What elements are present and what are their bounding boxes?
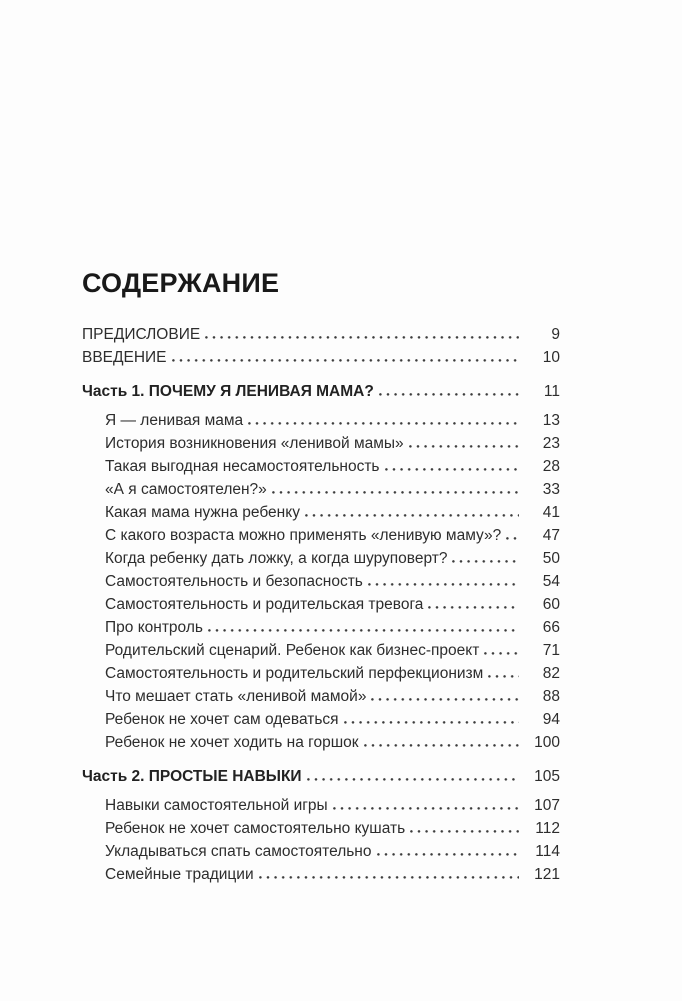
toc-entry-page: 107	[534, 797, 560, 814]
toc-entry-label: Родительский сценарий. Ребенок как бизнес-проект	[105, 642, 480, 659]
dot-leader	[368, 583, 519, 586]
dot-leader	[385, 468, 520, 471]
toc-entry	[82, 501, 560, 524]
toc-entry-page: 23	[542, 435, 560, 452]
toc-entry-page: 112	[535, 820, 560, 837]
page-title: СОДЕРЖАНИЕ	[82, 268, 280, 298]
toc-entry-page: 54	[542, 573, 560, 590]
dot-leader	[364, 744, 519, 747]
dot-leader	[248, 422, 519, 425]
dot-leader	[379, 393, 519, 396]
toc-entry-label: Укладываться спать самостоятельно	[105, 843, 372, 860]
toc-entry	[82, 524, 560, 547]
toc-entry	[82, 432, 560, 455]
toc-entry-page: 88	[542, 688, 560, 705]
toc-entry	[82, 685, 560, 708]
toc-entry	[82, 731, 560, 754]
toc-entry-label: Когда ребенку дать ложку, а когда шуруповерт?	[105, 550, 448, 567]
toc-entry-label: Какая мама нужна ребенку	[105, 504, 300, 521]
toc-entry-page: 13	[542, 412, 560, 429]
dot-leader	[410, 830, 519, 833]
toc-entry	[82, 593, 560, 616]
toc-entry-label: Я — ленивая мама	[105, 412, 244, 429]
toc-entry-label: Что мешает стать «ленивой мамой»	[105, 688, 367, 705]
toc-entry-page: 10	[542, 349, 560, 366]
toc-entry-label: История возникновения «ленивой мамы»	[105, 435, 404, 452]
toc-entry	[82, 639, 560, 662]
toc-entry-part	[82, 380, 560, 403]
toc-entry-label: Самостоятельность и безопасность	[105, 573, 363, 590]
dot-leader	[305, 514, 519, 517]
dot-leader	[371, 698, 519, 701]
toc-entry-page: 121	[534, 866, 560, 883]
toc-entry-page: 50	[542, 550, 560, 567]
dot-leader	[208, 629, 519, 632]
toc-entry-label: Ребенок не хочет сам одеваться	[105, 711, 339, 728]
toc-entry-page: 60	[542, 596, 560, 613]
toc-entry-label: Ребенок не хочет ходить на горшок	[105, 734, 359, 751]
toc-entry-label: ВВЕДЕНИЕ	[82, 349, 167, 366]
toc-entry	[82, 817, 560, 840]
toc-entry	[82, 794, 560, 817]
toc-entry-label: Самостоятельность и родительская тревога	[105, 596, 424, 613]
dot-leader	[333, 807, 519, 810]
toc-entry-label: Такая выгодная несамостоятельность	[105, 458, 380, 475]
dot-leader	[428, 606, 519, 609]
toc-entry	[82, 409, 560, 432]
toc-entry	[82, 547, 560, 570]
toc-entry	[82, 346, 560, 369]
toc-entry	[82, 662, 560, 685]
toc-entry-label: Ребенок не хочет самостоятельно кушать	[105, 820, 406, 837]
dot-leader	[172, 359, 519, 362]
dot-leader	[409, 445, 519, 448]
toc-entry-label: Самостоятельность и родительский перфекционизм	[105, 665, 484, 682]
toc-entry-page: 114	[535, 843, 560, 860]
toc-list	[82, 323, 560, 886]
toc-entry-label: Семейные традиции	[105, 866, 254, 883]
dot-leader	[452, 560, 519, 563]
dot-leader	[377, 853, 520, 856]
toc-entry-label: ПРЕДИСЛОВИЕ	[82, 326, 201, 343]
toc-entry-page: 94	[542, 711, 560, 728]
dot-leader	[272, 491, 519, 494]
toc-entry-page: 66	[542, 619, 560, 636]
toc-entry-page: 41	[542, 504, 560, 521]
toc-entry-page: 100	[534, 734, 560, 751]
toc-entry-page: 11	[543, 383, 560, 400]
toc-entry-page: 28	[542, 458, 560, 475]
dot-leader	[488, 675, 519, 678]
toc-entry	[82, 840, 560, 863]
toc-entry-label: Про контроль	[105, 619, 203, 636]
toc-entry	[82, 455, 560, 478]
toc-entry	[82, 708, 560, 731]
dot-leader	[484, 652, 519, 655]
toc-entry	[82, 570, 560, 593]
toc-entry-page: 82	[542, 665, 560, 682]
toc-entry-page: 105	[534, 768, 560, 785]
toc-entry	[82, 863, 560, 886]
dot-leader	[307, 778, 519, 781]
toc-entry	[82, 478, 560, 501]
toc-entry-label: Часть 2. ПРОСТЫЕ НАВЫКИ	[82, 768, 302, 785]
dot-leader	[506, 537, 519, 540]
toc-entry-label: Часть 1. ПОЧЕМУ Я ЛЕНИВАЯ МАМА?	[82, 383, 374, 400]
toc-entry-label: «А я самостоятелен?»	[105, 481, 267, 498]
dot-leader	[205, 336, 519, 339]
toc-entry-page: 71	[542, 642, 560, 659]
toc-entry-page: 33	[542, 481, 560, 498]
toc-entry	[82, 323, 560, 346]
toc-entry-part	[82, 765, 560, 788]
toc-entry-label: Навыки самостоятельной игры	[105, 797, 328, 814]
toc-entry	[82, 616, 560, 639]
dot-leader	[344, 721, 519, 724]
toc-entry-page: 9	[551, 326, 560, 343]
toc-entry-label: С какого возраста можно применять «ленивую маму»?	[105, 527, 502, 544]
dot-leader	[259, 876, 519, 879]
toc-entry-page: 47	[542, 527, 560, 544]
